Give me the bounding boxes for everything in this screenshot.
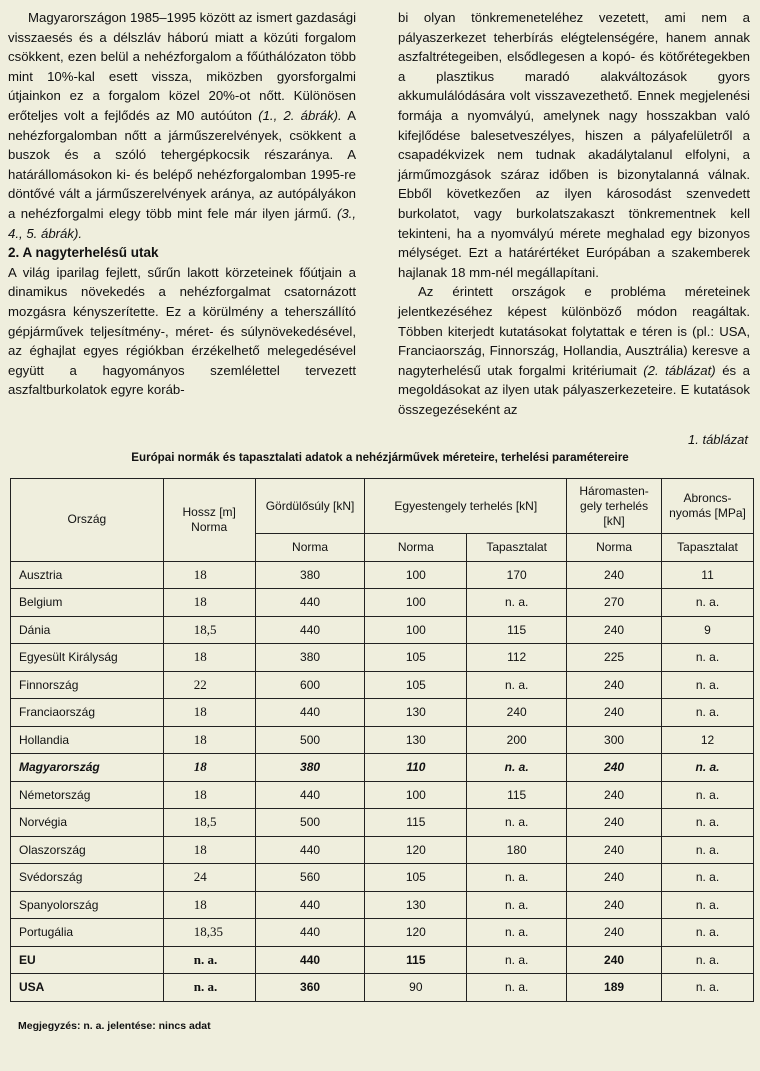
cell-egy-tap: 170 bbox=[467, 561, 567, 589]
cell-hossz: 22 bbox=[163, 671, 255, 699]
cell-country: Egyesült Királyság bbox=[11, 644, 164, 672]
header-egyestengely: Egyestengely terhelés [kN] bbox=[365, 479, 567, 534]
cell-abroncs: n. a. bbox=[662, 589, 754, 617]
cell-egy-tap: 200 bbox=[467, 726, 567, 754]
cell-egy-tap: n. a. bbox=[467, 891, 567, 919]
cell-country: Németország bbox=[11, 781, 164, 809]
figure-ref-2: (3., 4., 5. ábrák). bbox=[8, 205, 356, 241]
table-row bbox=[11, 836, 754, 864]
cell-country: Dánia bbox=[11, 616, 164, 644]
cell-abroncs: 12 bbox=[662, 726, 754, 754]
table-row bbox=[11, 671, 754, 699]
cell-hossz: 18 bbox=[163, 726, 255, 754]
cell-harom: 240 bbox=[567, 781, 662, 809]
cell-egy-tap: 240 bbox=[467, 699, 567, 727]
table-row bbox=[11, 891, 754, 919]
cell-egy-norma: 115 bbox=[365, 809, 467, 837]
cell-egy-tap: n. a. bbox=[467, 754, 567, 782]
right-paragraph-1: bi olyan tönkremeneteléhez vezetett, ami nem a pályaszerkezet teherbírás elégtelenségére, hanem annak aszfaltrétegeiben, elsődlegesen a kopó- és kötőrétegekben a plasztikus maradó alakváltozások gyors akkumulálódására volt visszavezethető. Ennek megjelenési formája a nyomvályú, amelynek nagy hosszakban való kifejlődése balesetveszélyes, hiszen a pályafelületről a csapadékvizek nem tudnak akadálytalanul elfolyni, a járműmozgások száraz időben is bizonytalanná válnak. Ebből következően az ilyen károsodást szenvedett burkolatot, vagy burkolatszakaszt tönkrementnek kell tekinteni, ha a nyomvályú mérete meghalad egy bizonyos mélységet. Ezt a határértéket Európában a szakemberek hajlanak 18 mm-nél megállapítani. bbox=[398, 10, 750, 280]
cell-abroncs: n. a. bbox=[662, 809, 754, 837]
header-abroncs: Abroncs-nyomás [MPa] bbox=[662, 479, 754, 534]
table-note: Megjegyzés: n. a. jelentése: nincs adat bbox=[18, 1020, 211, 1032]
cell-abroncs: n. a. bbox=[662, 891, 754, 919]
table-row bbox=[11, 864, 754, 892]
cell-harom: 300 bbox=[567, 726, 662, 754]
cell-harom: 240 bbox=[567, 809, 662, 837]
cell-egy-norma: 130 bbox=[365, 726, 467, 754]
cell-abroncs: n. a. bbox=[662, 699, 754, 727]
table-row bbox=[11, 616, 754, 644]
cell-egy-norma: 130 bbox=[365, 699, 467, 727]
cell-country: Svédország bbox=[11, 864, 164, 892]
table-caption: 1. táblázat bbox=[688, 432, 748, 447]
cell-harom: 240 bbox=[567, 699, 662, 727]
cell-abroncs: n. a. bbox=[662, 974, 754, 1002]
cell-country: Olaszország bbox=[11, 836, 164, 864]
cell-gordulo: 440 bbox=[255, 919, 365, 947]
subheader-tapasztalat: Tapasztalat bbox=[662, 534, 754, 562]
cell-harom: 240 bbox=[567, 616, 662, 644]
left-column bbox=[8, 8, 356, 400]
cell-gordulo: 380 bbox=[255, 754, 365, 782]
cell-egy-tap: n. a. bbox=[467, 671, 567, 699]
cell-country: Belgium bbox=[11, 589, 164, 617]
table-row bbox=[11, 919, 754, 947]
table-ref: (2. táblázat) bbox=[643, 362, 716, 378]
table-row bbox=[11, 781, 754, 809]
cell-harom: 240 bbox=[567, 561, 662, 589]
cell-gordulo: 600 bbox=[255, 671, 365, 699]
cell-egy-norma: 105 bbox=[365, 644, 467, 672]
cell-harom: 240 bbox=[567, 864, 662, 892]
cell-egy-norma: 100 bbox=[365, 561, 467, 589]
cell-country: USA bbox=[11, 974, 164, 1002]
cell-egy-norma: 115 bbox=[365, 946, 467, 974]
cell-gordulo: 560 bbox=[255, 864, 365, 892]
cell-gordulo: 440 bbox=[255, 946, 365, 974]
cell-egy-norma: 100 bbox=[365, 589, 467, 617]
cell-egy-tap: n. a. bbox=[467, 864, 567, 892]
table-body bbox=[11, 561, 754, 1001]
table-row bbox=[11, 946, 754, 974]
cell-egy-tap: n. a. bbox=[467, 919, 567, 947]
cell-harom: 189 bbox=[567, 974, 662, 1002]
cell-abroncs: n. a. bbox=[662, 946, 754, 974]
cell-gordulo: 440 bbox=[255, 781, 365, 809]
cell-gordulo: 500 bbox=[255, 809, 365, 837]
cell-egy-tap: 112 bbox=[467, 644, 567, 672]
table-row bbox=[11, 726, 754, 754]
cell-country: Norvégia bbox=[11, 809, 164, 837]
cell-hossz: 18 bbox=[163, 781, 255, 809]
cell-egy-norma: 100 bbox=[365, 616, 467, 644]
left-paragraph-1: Magyarországon 1985–1995 között az ismert gazdasági visszaesés és a délszláv háború miatt a közúti forgalom csökkent, ezen belül a nehézforgalom a főúthálózaton több mint 10%-kal esett vissza, miközben gyorsforgalmi útjainkon ez a forgalom közel 20%-ot nőtt. Különösen erőteljes volt a fejlődés az M0 autóúton (1., 2. ábrák). A nehézforgalomban nőtt a járműszerelvények, csökkent a buszok és a szóló tehergépkocsik részaránya. A határállomásokon ki- és belépő nehézforgalomban 1995-re döntővé vált a járműszerelvények aránya, az autópályákon a nehézforgalmi elegy több mint fele már ilyen jármű. (3., 4., 5. ábrák). bbox=[8, 10, 356, 241]
cell-egy-norma: 105 bbox=[365, 864, 467, 892]
cell-egy-tap: n. a. bbox=[467, 974, 567, 1002]
table-row bbox=[11, 589, 754, 617]
cell-harom: 240 bbox=[567, 891, 662, 919]
cell-gordulo: 380 bbox=[255, 561, 365, 589]
cell-egy-tap: n. a. bbox=[467, 946, 567, 974]
subheader-norma: Norma bbox=[567, 534, 662, 562]
cell-egy-tap: 115 bbox=[467, 781, 567, 809]
cell-egy-norma: 120 bbox=[365, 919, 467, 947]
cell-country: EU bbox=[11, 946, 164, 974]
cell-egy-tap: n. a. bbox=[467, 809, 567, 837]
subheader-tapasztalat: Tapasztalat bbox=[467, 534, 567, 562]
cell-country: Ausztria bbox=[11, 561, 164, 589]
figure-ref-1: (1., 2. ábrák). bbox=[258, 107, 342, 123]
header-orszag: Ország bbox=[11, 479, 164, 562]
header-gordulo: Gördülősúly [kN] bbox=[255, 479, 365, 534]
cell-abroncs: n. a. bbox=[662, 836, 754, 864]
left-paragraph-2: A világ iparilag fejlett, sűrűn lakott körzeteinek főútjain a dinamikus növekedés a nehézforgalmat csatornázott mozgásra kényszerítette. Ez a körülmény a teherszállító gépjárművek teljesítmény-, méret- és súlynövekedésével, az éghajlat egyes régiókban érzékelhető melegedésével együtt a hagyományos szemlélettel tervezett aszfaltburkolatok egyre koráb- bbox=[8, 264, 356, 398]
cell-abroncs: n. a. bbox=[662, 864, 754, 892]
cell-hossz: 18,5 bbox=[163, 616, 255, 644]
cell-egy-norma: 90 bbox=[365, 974, 467, 1002]
cell-harom: 240 bbox=[567, 836, 662, 864]
cell-country: Finnország bbox=[11, 671, 164, 699]
table-row bbox=[11, 699, 754, 727]
cell-gordulo: 440 bbox=[255, 836, 365, 864]
cell-hossz: 18 bbox=[163, 644, 255, 672]
cell-harom: 240 bbox=[567, 754, 662, 782]
cell-gordulo: 380 bbox=[255, 644, 365, 672]
subheader-norma: Norma bbox=[365, 534, 467, 562]
cell-gordulo: 500 bbox=[255, 726, 365, 754]
cell-hossz: 24 bbox=[163, 864, 255, 892]
cell-country: Hollandia bbox=[11, 726, 164, 754]
cell-harom: 240 bbox=[567, 919, 662, 947]
table-title: Európai normák és tapasztalati adatok a nehézjárművek méreteire, terhelési paramétereire bbox=[131, 451, 629, 464]
cell-egy-tap: 115 bbox=[467, 616, 567, 644]
header-hossz: Hossz [m] Norma bbox=[163, 479, 255, 562]
table-row bbox=[11, 561, 754, 589]
cell-abroncs: 11 bbox=[662, 561, 754, 589]
cell-hossz: 18,35 bbox=[163, 919, 255, 947]
section-heading: 2. A nagyterhelésű utak bbox=[8, 245, 159, 261]
cell-gordulo: 440 bbox=[255, 891, 365, 919]
cell-hossz: 18 bbox=[163, 589, 255, 617]
cell-abroncs: 9 bbox=[662, 616, 754, 644]
cell-country: Franciaország bbox=[11, 699, 164, 727]
cell-hossz: 18 bbox=[163, 836, 255, 864]
cell-gordulo: 440 bbox=[255, 616, 365, 644]
cell-harom: 240 bbox=[567, 946, 662, 974]
cell-egy-norma: 130 bbox=[365, 891, 467, 919]
table-row bbox=[11, 754, 754, 782]
cell-egy-norma: 100 bbox=[365, 781, 467, 809]
cell-egy-norma: 120 bbox=[365, 836, 467, 864]
cell-country: Portugália bbox=[11, 919, 164, 947]
cell-egy-norma: 105 bbox=[365, 671, 467, 699]
cell-hossz: 18 bbox=[163, 561, 255, 589]
table-row bbox=[11, 974, 754, 1002]
cell-abroncs: n. a. bbox=[662, 644, 754, 672]
subheader-norma: Norma bbox=[255, 534, 365, 562]
cell-country: Spanyolország bbox=[11, 891, 164, 919]
cell-abroncs: n. a. bbox=[662, 754, 754, 782]
cell-egy-tap: 180 bbox=[467, 836, 567, 864]
header-haromastengely: Háromasten-gely terhelés [kN] bbox=[567, 479, 662, 534]
table-row bbox=[11, 809, 754, 837]
cell-hossz: n. a. bbox=[163, 946, 255, 974]
cell-hossz: 18,5 bbox=[163, 809, 255, 837]
cell-egy-norma: 110 bbox=[365, 754, 467, 782]
right-column bbox=[398, 8, 750, 419]
table-row bbox=[11, 644, 754, 672]
cell-hossz: 18 bbox=[163, 699, 255, 727]
cell-abroncs: n. a. bbox=[662, 671, 754, 699]
cell-harom: 225 bbox=[567, 644, 662, 672]
cell-egy-tap: n. a. bbox=[467, 589, 567, 617]
cell-gordulo: 440 bbox=[255, 589, 365, 617]
data-table bbox=[10, 478, 754, 1002]
cell-abroncs: n. a. bbox=[662, 919, 754, 947]
cell-gordulo: 360 bbox=[255, 974, 365, 1002]
cell-harom: 270 bbox=[567, 589, 662, 617]
cell-abroncs: n. a. bbox=[662, 781, 754, 809]
right-paragraph-2: Az érintett országok e probléma méreteinek jelentkezéséhez képest különböző módon reagáltak. Többen kiterjedt kutatásokat folytattak e téren is (pl.: USA, Franciaország, Finnország, Hollandia, Ausztrália) keresve a nagyterhelésű utak forgalmi kritériumait (2. táblázat) és a megoldásokat az ilyen utak pályaszerkezeteire. E kutatások összegezéseként az bbox=[398, 284, 750, 417]
cell-harom: 240 bbox=[567, 671, 662, 699]
cell-country: Magyarország bbox=[11, 754, 164, 782]
cell-gordulo: 440 bbox=[255, 699, 365, 727]
cell-hossz: n. a. bbox=[163, 974, 255, 1002]
cell-hossz: 18 bbox=[163, 891, 255, 919]
cell-hossz: 18 bbox=[163, 754, 255, 782]
